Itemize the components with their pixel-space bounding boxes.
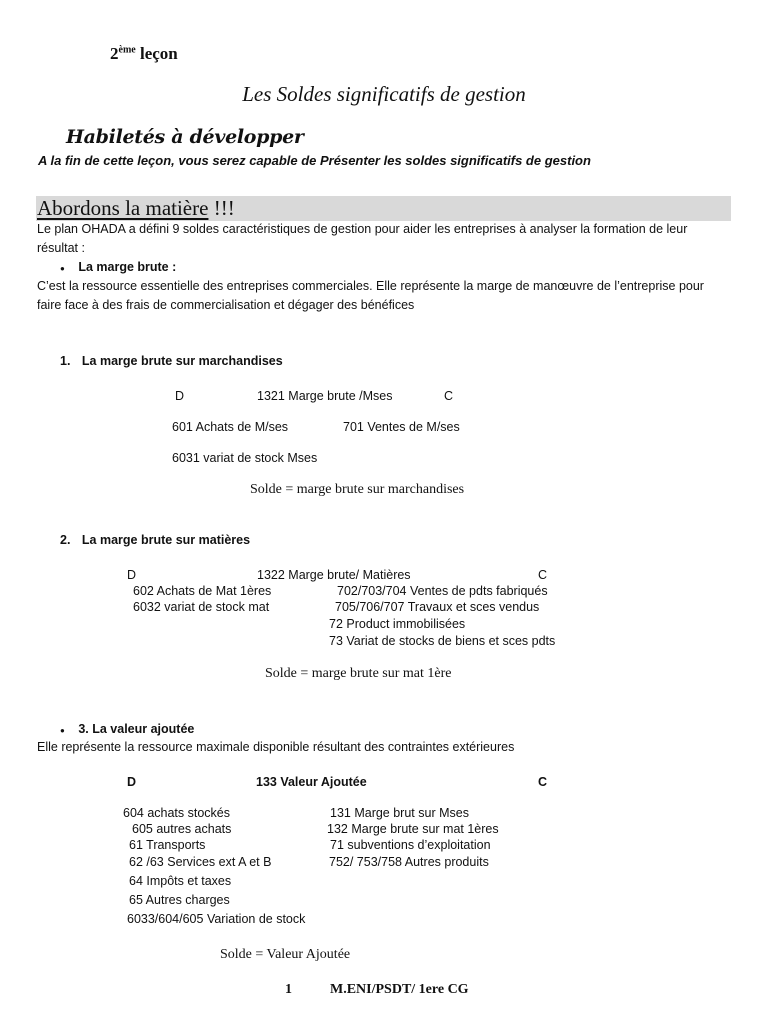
item2-number: 2. <box>60 533 71 547</box>
item2-heading <box>60 533 250 547</box>
item3-solde: Solde = Valeur Ajoutée <box>220 947 351 962</box>
item3-debit-entry: 61 Transports <box>129 838 206 852</box>
item3-debit-entry: 65 Autres charges <box>129 893 230 907</box>
item3-account: 133 Valeur Ajoutée <box>256 775 367 789</box>
item2-debit-entry: 6032 variat de stock mat <box>133 600 270 614</box>
item2-credit-entry: 73 Variat de stocks de biens et sces pdts <box>329 634 556 648</box>
item3-credit-label: C <box>538 775 548 789</box>
bullet-dot-icon: ● <box>60 726 65 735</box>
item2-credit-label: C <box>538 568 548 582</box>
intro-line-2: résultat : <box>37 241 85 255</box>
document-title: Les Soldes significatifs de gestion <box>242 82 526 106</box>
item2-solde: Solde = marge brute sur mat 1ère <box>265 666 452 681</box>
item3-debit-entry: 64 Impôts et taxes <box>129 874 232 888</box>
bullet-marge-brute-label: La marge brute : <box>78 260 177 274</box>
item1-debit-entry: 601 Achats de M/ses <box>172 420 289 434</box>
section-heading-suffix: !!! <box>208 196 235 220</box>
skills-heading: Habiletés à développer <box>66 126 304 148</box>
item2-credit-entry: 72 Product immobilisées <box>329 617 466 631</box>
item3-debit-entry: 604 achats stockés <box>123 806 231 820</box>
item3-debit-entry: 605 autres achats <box>132 822 232 836</box>
bullet-marge-brute <box>60 258 176 278</box>
item2-debit-label: D <box>127 568 137 582</box>
item2-debit-entry: 602 Achats de Mat 1ères <box>133 584 272 598</box>
item3-debit-label: D <box>127 775 137 789</box>
item3-credit-entry: 131 Marge brut sur Mses <box>330 806 469 820</box>
item1-account: 1321 Marge brute /Mses <box>257 389 393 403</box>
item1-solde: Solde = marge brute sur marchandises <box>250 482 465 497</box>
item2-account: 1322 Marge brute/ Matières <box>257 568 411 582</box>
item1-credit-label: C <box>444 389 454 403</box>
section-heading <box>37 196 235 221</box>
lesson-word: leçon <box>139 44 178 63</box>
item2-credit-entry: 705/706/707 Travaux et sces vendus <box>335 600 540 614</box>
lesson-label <box>110 44 178 64</box>
item3-credit-entry: 132 Marge brute sur mat 1ères <box>327 822 499 836</box>
page-number: 1 <box>285 982 292 997</box>
item1-debit-entry: 6031 variat de stock Mses <box>172 451 318 465</box>
item1-debit-label: D <box>175 389 185 403</box>
item2-credit-entry: 702/703/704 Ventes de pdts fabriqués <box>337 584 548 598</box>
item3-desc: Elle représente la ressource maximale disponible résultant des contraintes extérieures <box>37 740 515 754</box>
item3-credit-entry: 752/ 753/758 Autres produits <box>329 855 489 869</box>
item3-credit-entry: 71 subventions d’exploitation <box>330 838 491 852</box>
marge-brute-desc-1: C’est la ressource essentielle des entreprises commerciales. Elle représente la marge de manœuvre de l’entreprise pour <box>37 279 704 293</box>
item3-title: 3. La valeur ajoutée <box>78 722 195 736</box>
footer-reference: M.ENI/PSDT/ 1ere CG <box>330 982 469 997</box>
intro-line-1: Le plan OHADA a défini 9 soldes caractéristiques de gestion pour aider les entreprises à analyser la formation de leur <box>37 222 688 236</box>
lesson-sup: ème <box>118 44 136 56</box>
item2-title: La marge brute sur matières <box>81 533 251 547</box>
bullet-valeur-ajoutee <box>60 720 194 740</box>
lesson-number: 2 <box>110 44 119 63</box>
item1-title: La marge brute sur marchandises <box>81 354 283 368</box>
item3-debit-entry: 62 /63 Services ext A et B <box>129 855 272 869</box>
item1-heading <box>60 354 283 368</box>
item1-credit-entry: 701 Ventes de M/ses <box>343 420 460 434</box>
item3-debit-entry: 6033/604/605 Variation de stock <box>127 912 306 926</box>
section-heading-underlined: Abordons la matière <box>37 196 209 220</box>
item1-number: 1. <box>60 354 71 368</box>
bullet-dot-icon: ● <box>60 264 65 273</box>
marge-brute-desc-2: faire face à des frais de commercialisation et dégager des bénéfices <box>37 298 415 312</box>
skills-objective: A la fin de cette leçon, vous serez capable de Présenter les soldes significatifs de gestion <box>38 153 591 168</box>
